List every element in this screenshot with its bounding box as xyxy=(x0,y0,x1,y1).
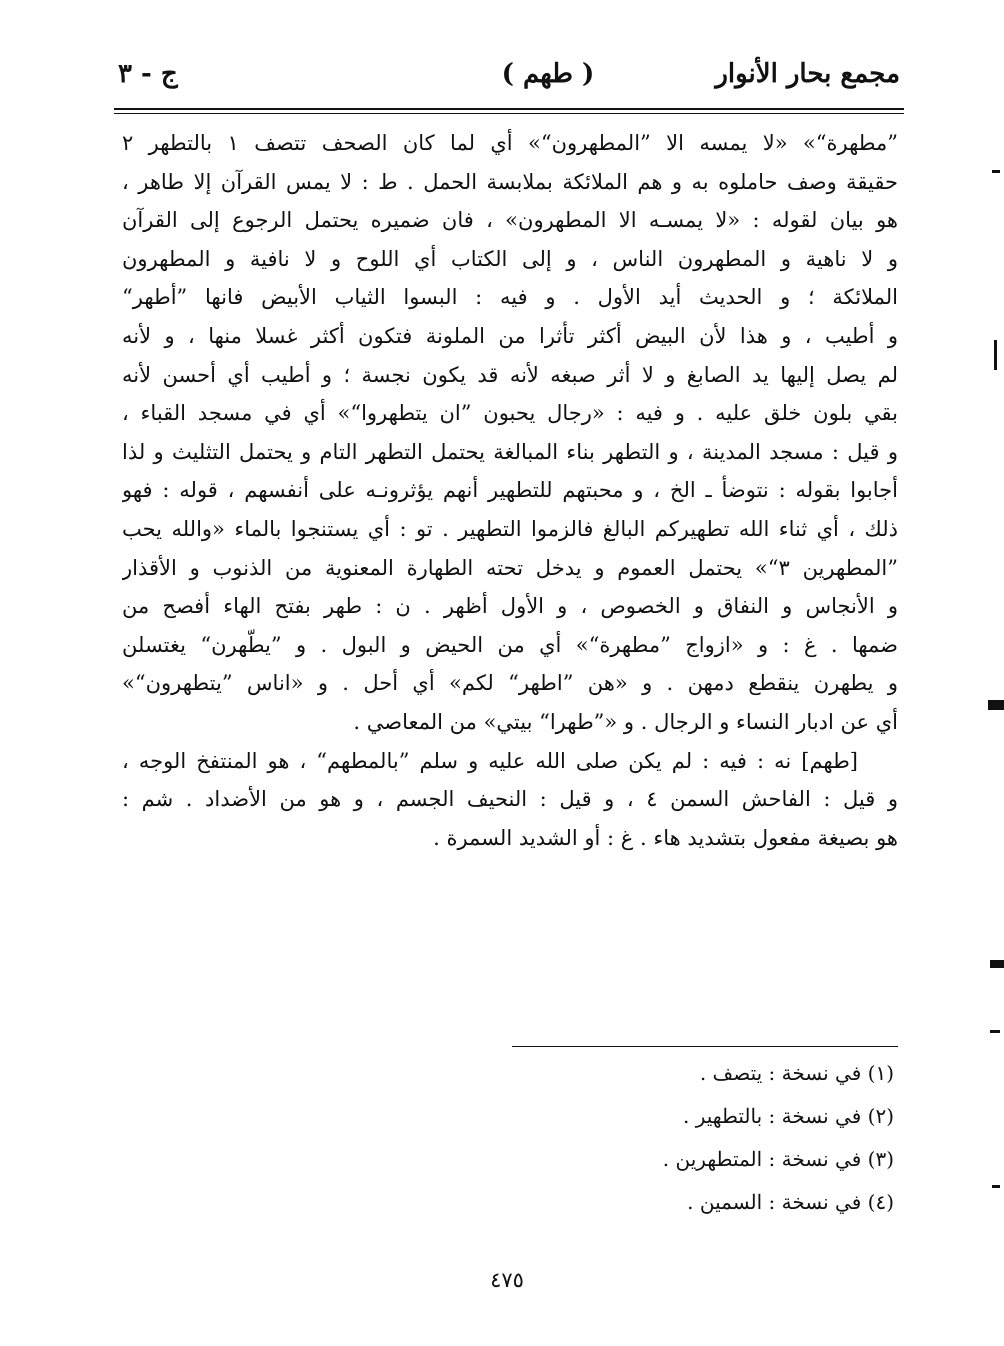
page-number: ٤٧٥ xyxy=(490,1268,524,1292)
margin-bleed-mark xyxy=(990,1030,1000,1033)
text-line: و لا ناهية و المطهرون الناس ، و إلى الكتاب أي اللوح و لا نافية و المطهرون xyxy=(122,246,898,271)
text-line: حقيقة وصف حاملوه به و هم الملائكة بملابسة الحمل . ط : لا يمس القرآن إلا طاهر ، xyxy=(122,169,898,194)
text-line: و الأنجاس و النفاق و الخصوص ، و الأول أظهر . ن : طهر بفتح الهاء أفصح من xyxy=(122,594,898,619)
text-line: و يطهرن ينقطع دمهن . و «هن ”اطهر“ لكم» أي أحل . و «اناس ”يتطهرون“» xyxy=(122,671,898,696)
margin-bleed-mark xyxy=(994,340,997,370)
text-line: و قيل : الفاحش السمن ٤ ، و قيل : النحيف الجسم ، و هو من الأضداد . شم : xyxy=(122,787,898,812)
margin-bleed-mark xyxy=(992,170,1000,173)
text-line: ”المطهرين ٣“» يحتمل العموم و يدخل تحته الطهارة المعنوية من الذنوب و الأقذار xyxy=(122,555,898,580)
footnote-item: (٣) في نسخة : المتطهرين . xyxy=(662,1147,894,1171)
margin-bleed-mark xyxy=(992,1185,1000,1188)
text-line: أي عن ادبار النساء و الرجال . و «”طهرا“ بيتي» من المعاصي . xyxy=(353,709,898,734)
margin-bleed-mark xyxy=(990,960,1004,968)
text-line: الملائكة ؛ و الحديث أيد الأول . و فيه : البسوا الثياب الأبيض فانها ”أطهر“ xyxy=(122,285,898,310)
footnote-rule xyxy=(512,1046,898,1047)
text-line: ”مطهرة“» «لا يمسه الا ”المطهرون“» أي لما كان الصحف تتصف ١ بالتطهر ٢ xyxy=(122,131,898,155)
entry-heading: ( طهم ) xyxy=(501,59,595,89)
margin-bleed-mark xyxy=(988,700,1004,710)
main-text xyxy=(122,124,898,857)
text-line: [طهم] نه : فيه : لم يكن صلى الله عليه و سلم ”بالمطهم“ ، هو المنتفخ الوجه ، xyxy=(122,748,858,773)
header-rule xyxy=(114,108,904,110)
book-title: مجمع بحار الأنوار xyxy=(715,59,900,89)
footnote-item: (٤) في نسخة : السمين . xyxy=(687,1190,894,1214)
text-line: و أطيب ، و هذا لأن البيض أكثر تأثرا من الملونة فتكون أكثر غسلا منها ، و لأنه xyxy=(122,323,898,348)
footnote-item: (٢) في نسخة : بالتطهير . xyxy=(682,1104,894,1128)
header-rule-thin xyxy=(114,113,904,114)
running-header xyxy=(118,55,900,99)
text-line: لم يصل إليها يد الصابغ و لا أثر صبغه لأنه قد يكون نجسة ؛ و أطيب أي أحسن لأنه xyxy=(122,362,898,387)
text-line: أجابوا بقوله : نتوضأ ـ الخ ، و محبتهم للتطهير أنهم يؤثرونـه على أنفسهم ، قوله : فهو xyxy=(122,478,898,503)
text-line: بقي بلون خلق عليه . و فيه : «رجال يحبون ”ان يتطهروا“» أي في مسجد القباء ، xyxy=(122,401,898,426)
text-line: ذلك ، أي ثناء الله تطهيركم البالغ فالزموا التطهير . تو : أي يستنجوا بالماء «والله يحب xyxy=(122,516,898,541)
footnote-item: (١) في نسخة : يتصف . xyxy=(699,1061,894,1085)
text-line: و قيل : مسجد المدينة ، و التطهر بناء المبالغة يحتمل التطهر التام و يحتمل التثليث و لذا xyxy=(122,439,898,464)
text-line: هو بصيغة مفعول بتشديد هاء . غ : أو الشديد السمرة . xyxy=(433,825,898,850)
text-line: ضمها . غ : و «ازواج ”مطهرة“» أي من الحيض و البول . و ”يطّهرن“ يغتسلن xyxy=(122,632,898,657)
volume-label: ج - ٣ xyxy=(118,59,178,89)
text-line: هو بيان لقوله : «لا يمسـه الا المطهرون» ، فان ضميره يحتمل الرجوع إلى القرآن xyxy=(122,208,898,233)
footnotes xyxy=(520,1052,894,1224)
